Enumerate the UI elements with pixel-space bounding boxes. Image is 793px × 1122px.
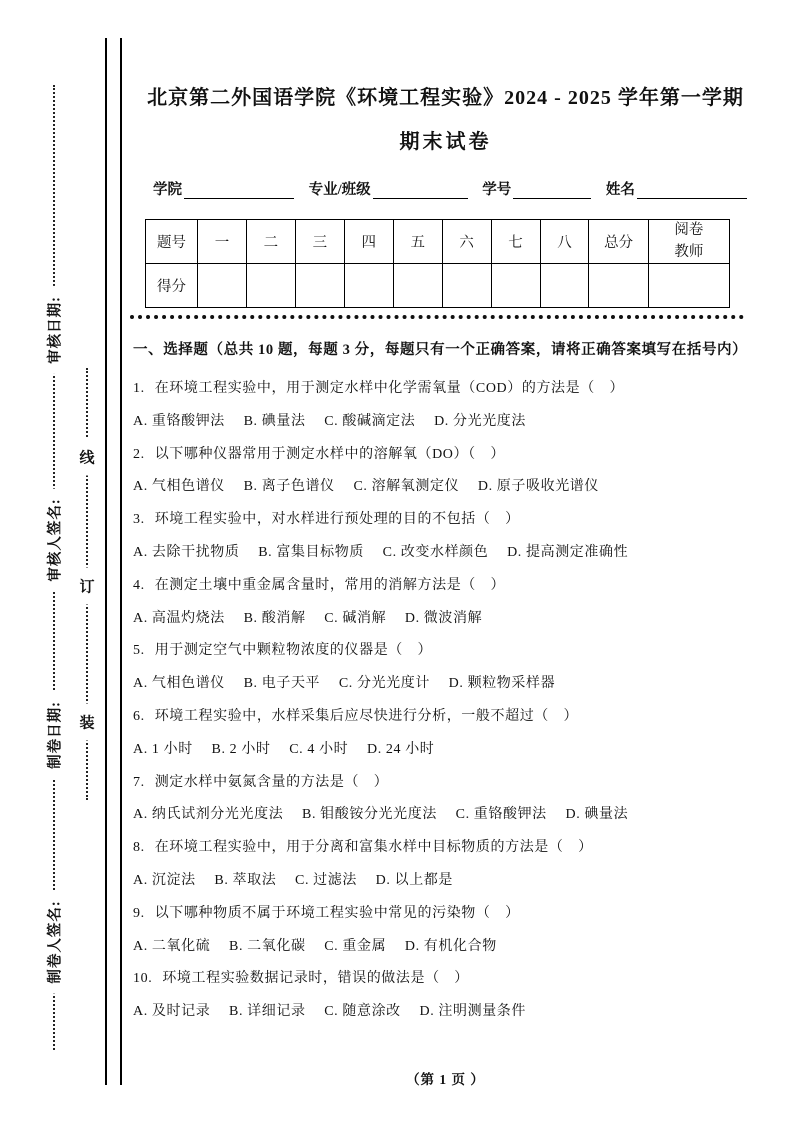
student-info-line — [133, 178, 758, 199]
question-text: 环境工程实验中，水样采集后应尽快进行分析，一般不超过（ ） — [154, 708, 579, 724]
question-text: 用于测定空气中颗粒物浓度的仪器是（ ） — [154, 643, 433, 659]
question-text-line — [133, 373, 758, 406]
question-text: 在环境工程实验中，用于测定水样中化学需氧量（COD）的方法是（ ） — [154, 381, 625, 396]
score-table-col-5: 五 — [393, 220, 442, 264]
question-number: 3. — [133, 512, 145, 528]
question-number: 7. — [133, 774, 145, 790]
question-item — [133, 373, 758, 439]
question-options-line: A. 沉淀法 B. 萃取法 C. 过滤法 D. 以上都是 — [133, 872, 453, 888]
question-options-line: A. 高温灼烧法 B. 酸消解 C. 碱消解 D. 微波消解 — [133, 610, 483, 626]
question-text: 以下哪种仪器常用于测定水样中的溶解氧（DO）（ ） — [154, 446, 505, 462]
score-cell[interactable] — [648, 264, 729, 308]
question-text-line — [133, 701, 758, 734]
question-item — [133, 439, 758, 505]
question-item — [133, 963, 758, 1029]
question-item — [133, 570, 758, 636]
question-text-line — [133, 767, 758, 800]
question-options-line: A. 重铬酸钾法 B. 碘量法 C. 酸碱滴定法 D. 分光光度法 — [133, 413, 526, 429]
question-text: 环境工程实验数据记录时，错误的做法是（ ） — [162, 971, 469, 987]
score-cell[interactable] — [491, 264, 540, 308]
question-number: 9. — [133, 905, 145, 921]
question-item — [133, 504, 758, 570]
question-text-line — [133, 898, 758, 931]
info-field — [606, 178, 747, 199]
score-table-col-6: 六 — [442, 220, 491, 264]
score-table-col-8: 八 — [540, 220, 589, 264]
question-text: 以下哪种物质不属于环境工程实验中常见的污染物（ ） — [154, 905, 520, 921]
score-row-label-cell: 得分 — [146, 264, 198, 308]
question-number: 5. — [133, 643, 145, 659]
seal-margin-label: 制卷人签名: — [44, 890, 65, 993]
question-list — [133, 373, 758, 1029]
grader-header-label: 阅卷教师 — [674, 222, 704, 260]
question-text-line — [133, 504, 758, 537]
score-table-col-3: 三 — [295, 220, 344, 264]
info-field-blank[interactable] — [373, 183, 468, 199]
score-table-col-2: 二 — [246, 220, 295, 264]
dotted-separator — [130, 315, 744, 319]
question-options-line: A. 及时记录 B. 详细记录 C. 随意涂改 D. 注明测量条件 — [133, 1004, 526, 1020]
seal-margin-label: 审核日期: — [44, 286, 65, 374]
question-options-line: A. 气相色谱仪 B. 离子色谱仪 C. 溶解氧测定仪 D. 原子吸收光谱仪 — [133, 479, 599, 495]
score-cell[interactable] — [344, 264, 393, 308]
info-field-label: 姓名 — [605, 182, 635, 198]
question-options-line: A. 气相色谱仪 B. 电子天平 C. 分光光度计 D. 颗粒物采样器 — [133, 676, 556, 692]
question-options-line: A. 纳氏试剂分光光度法 B. 钼酸铵分光光度法 C. 重铬酸钾法 D. 碘量法 — [133, 807, 629, 823]
question-text-line — [133, 439, 758, 472]
question-number: 8. — [133, 840, 145, 856]
question-text-line — [133, 570, 758, 603]
seal-double-rule — [105, 38, 122, 1085]
page-footer: （第 1 页 ） — [406, 1072, 485, 1087]
question-options-line: A. 二氧化硫 B. 二氧化碳 C. 重金属 D. 有机化合物 — [133, 938, 497, 954]
score-cell[interactable] — [393, 264, 442, 308]
question-text-line — [133, 832, 758, 865]
info-field — [482, 178, 591, 199]
question-item — [133, 767, 758, 833]
info-field — [309, 178, 468, 199]
score-table-header-row — [146, 220, 730, 264]
info-field-blank[interactable] — [184, 183, 294, 199]
binding-character: 订 — [79, 568, 94, 605]
score-table-col-7: 七 — [491, 220, 540, 264]
section-one-heading: 一、选择题（总共 10 题，每题 3 分，每题只有一个正确答案，请将正确答案填写在括号内） — [133, 342, 748, 358]
score-table-col-4: 四 — [344, 220, 393, 264]
score-table-col-total: 总分 — [589, 220, 648, 264]
question-options-line: A. 去除干扰物质 B. 富集目标物质 C. 改变水样颜色 D. 提高测定准确性 — [133, 544, 629, 560]
score-cell[interactable] — [540, 264, 589, 308]
exam-title-line1: 北京第二外国语学院《环境工程实验》2024 - 2025 学年第一学期 — [147, 87, 744, 109]
info-field — [153, 178, 294, 199]
binding-character: 线 — [79, 439, 94, 476]
score-table-corner-cell: 题号 — [146, 220, 198, 264]
seal-margin-label: 制卷日期: — [44, 691, 65, 779]
question-item — [133, 635, 758, 701]
exam-content — [133, 88, 758, 1029]
score-cell[interactable] — [198, 264, 247, 308]
question-item — [133, 832, 758, 898]
score-cell[interactable] — [442, 264, 491, 308]
exam-title-line2: 期末试卷 — [399, 131, 492, 153]
score-cell[interactable] — [246, 264, 295, 308]
info-field-label: 专业/班级 — [308, 182, 371, 198]
score-table — [145, 219, 730, 308]
question-options-line: A. 1 小时 B. 2 小时 C. 4 小时 D. 24 小时 — [133, 741, 435, 757]
score-cell[interactable] — [589, 264, 648, 308]
info-field-blank[interactable] — [637, 183, 747, 199]
score-table-col-grader — [648, 220, 729, 264]
question-number: 1. — [133, 381, 145, 396]
question-item — [133, 898, 758, 964]
question-text: 测定水样中氨氮含量的方法是（ ） — [154, 774, 389, 790]
seal-margin-label: 审核人签名: — [44, 488, 65, 591]
binding-character: 装 — [79, 704, 94, 741]
info-field-label: 学号 — [482, 182, 512, 198]
question-number: 4. — [133, 577, 145, 593]
question-number: 10. — [133, 971, 153, 987]
question-text: 在测定土壤中重金属含量时，常用的消解方法是（ ） — [154, 577, 506, 593]
question-text-line — [133, 635, 758, 668]
score-table-score-row — [146, 264, 730, 308]
info-field-label: 学院 — [153, 182, 182, 198]
question-text-line — [133, 963, 758, 996]
question-text: 环境工程实验中，对水样进行预处理的目的不包括（ ） — [154, 512, 520, 528]
question-text: 在环境工程实验中，用于分离和富集水样中目标物质的方法是（ ） — [154, 840, 593, 856]
score-cell[interactable] — [295, 264, 344, 308]
question-number: 2. — [133, 446, 145, 462]
info-field-blank[interactable] — [513, 183, 591, 199]
score-table-col-1: 一 — [198, 220, 247, 264]
question-number: 6. — [133, 708, 145, 724]
question-item — [133, 701, 758, 767]
